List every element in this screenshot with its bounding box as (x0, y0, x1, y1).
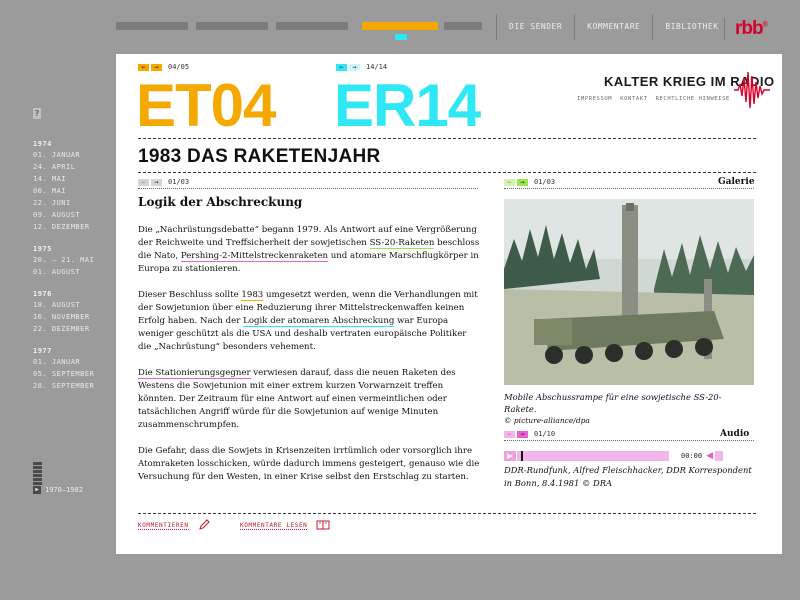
timeline-group-1976 (33, 290, 94, 333)
article-heading: Logik der Abschreckung (138, 195, 303, 209)
link-ss20[interactable]: SS-20-Raketen (369, 238, 435, 248)
prev-arrow-icon[interactable]: ← (138, 64, 149, 71)
read-comments-link[interactable]: KOMMENTARE LESEN (240, 522, 308, 529)
next-arrow-icon[interactable]: → (349, 64, 360, 71)
paragraph (138, 367, 480, 432)
gallery-photo[interactable] (504, 199, 754, 385)
timeline-sidebar (33, 140, 94, 404)
audio-counter: 01/10 (534, 430, 556, 438)
audio-time: 00:00 (681, 452, 703, 460)
link-abschreckung[interactable]: Logik der atomaren Abschreckung (243, 316, 395, 326)
timeline-item[interactable]: 09. AUGUST (33, 211, 81, 219)
code2-nav (336, 63, 387, 71)
text: verwiesen darauf, dass die neuen Raketen des Westens die Sowjetunion mit einer extrem kurzen Vorwarnzeit treffen könnten. Der Zeitraum für eine Antwort auf einen vermeintlichen oder tatsächlichen Angriff würde für die Sowjetunion auf wenige Minuten zusammenschrumpfen. (138, 368, 456, 430)
decade-range-label: 1970–1982 (45, 486, 83, 494)
timeline-item[interactable]: 16. NOVEMBER (33, 313, 90, 321)
timeline-item[interactable]: 01. JANUAR (33, 358, 81, 366)
current-section-marker (362, 22, 438, 30)
divider (504, 440, 754, 441)
timeline-item[interactable]: 01. AUGUST (33, 268, 81, 276)
divider (504, 188, 754, 189)
episode-code-primary: ET04 (136, 72, 276, 139)
gallery-counter: 01/03 (534, 178, 556, 186)
nav-die-sender[interactable]: DIE SENDER (496, 14, 574, 40)
timeline-year[interactable]: 1974 (33, 140, 52, 148)
prev-arrow-icon[interactable]: ← (504, 431, 515, 438)
text: war Europa weniger geschützt als die USA und deshalb vertraten europäische Politiker die „Nachrüstung“ besonders vehement. (138, 316, 467, 352)
decade-arrow-icon[interactable]: ▶ (33, 486, 41, 494)
volume-icon[interactable]: ◀ (706, 451, 713, 461)
caption-text: Mobile Abschussrampe für eine sowjetische SS-20-Rakete. (504, 392, 722, 414)
site-title[interactable]: KALTER KRIEG IM RADIO (604, 74, 775, 89)
code1-nav (138, 63, 189, 71)
timeline-item[interactable]: 01. JANUAR (33, 151, 81, 159)
prev-arrow-icon[interactable]: ← (138, 179, 149, 186)
text: Die „Nachrüstungsdebatte“ begann 1979. Als Antwort auf eine Vergrößerung der Reichweite und Treffsicherheit der sowjetischen (138, 225, 477, 248)
timeline-item[interactable]: 22. DEZEMBER (33, 325, 90, 333)
timeline-item[interactable]: 14. MAI (33, 175, 67, 183)
paragraph (138, 289, 480, 354)
decade-stack[interactable] (33, 462, 42, 486)
timeline-item[interactable]: 22. JUNI (33, 199, 71, 207)
rbb-logo[interactable] (724, 18, 767, 40)
gallery-pager (504, 178, 555, 186)
prev-arrow-icon[interactable]: ← (336, 64, 347, 71)
timeline-item[interactable]: 12. DEZEMBER (33, 223, 90, 231)
audio-label: Audio (720, 429, 750, 439)
timeline-item[interactable]: 05. SEPTEMBER (33, 370, 95, 378)
nav-block[interactable] (444, 22, 482, 30)
legal-link[interactable]: RECHTLICHE HINWEISE (655, 96, 730, 102)
volume-slider[interactable] (715, 451, 723, 461)
gallery-caption (504, 391, 754, 427)
gallery-label: Galerie (718, 177, 755, 187)
divider (138, 172, 756, 173)
nav-kommentare[interactable]: KOMMENTARE (574, 14, 652, 40)
episode-code-secondary: ER14 (334, 72, 481, 139)
play-icon[interactable]: ▶ (504, 451, 516, 461)
article-counter: 01/03 (168, 178, 190, 186)
content-card (116, 54, 782, 554)
nav-block[interactable] (276, 22, 348, 30)
timeline-item[interactable]: 06. MAI (33, 187, 67, 195)
prev-arrow-icon[interactable]: ← (504, 179, 515, 186)
audio-seek-thumb[interactable] (521, 451, 523, 461)
timeline-year[interactable]: 1975 (33, 245, 52, 253)
help-button[interactable]: ? (34, 109, 40, 118)
next-arrow-icon[interactable]: → (151, 179, 162, 186)
audio-player (504, 451, 754, 461)
nav-bibliothek[interactable]: BIBLIOTHEK (652, 14, 730, 40)
impressum-link[interactable]: IMPRESSUM (577, 96, 613, 102)
next-arrow-icon[interactable]: → (151, 64, 162, 71)
pencil-icon[interactable] (198, 519, 210, 531)
current-sub-marker (395, 34, 407, 40)
audio-caption: DDR-Rundfunk, Alfred Fleischhacker, DDR Korrespondent in Bonn, 8.4.1981 © DRA (504, 465, 752, 488)
next-arrow-icon[interactable]: → (517, 179, 528, 186)
nav-block[interactable] (116, 22, 188, 30)
timeline-item[interactable]: 18. AUGUST (33, 301, 81, 309)
article-pager (138, 178, 189, 186)
link-stationierungsgegner[interactable]: Die Stationierungsgegner (138, 368, 251, 378)
timeline-group-1977 (33, 347, 94, 390)
timeline-year[interactable]: 1976 (33, 290, 52, 298)
caption-credit: © picture-alliance/dpa (504, 416, 590, 425)
timeline-item[interactable]: 20. – 21. MAI (33, 256, 95, 264)
code1-counter: 04/05 (168, 63, 190, 71)
link-pershing[interactable]: Pershing-2-Mittelstreckenraketen (180, 251, 328, 261)
kontakt-link[interactable]: KONTAKT (620, 96, 648, 102)
top-progress-blocks (116, 22, 348, 30)
book-icon[interactable] (316, 519, 330, 531)
text: umgesetzt werden, wenn die Verhandlungen mit der Sowjetunion über eine Reduzierung ihrer Mittelstreckenwaffen keinen Erfolg haben. Nach der (138, 290, 478, 326)
timeline-group-1974 (33, 140, 94, 231)
paragraph: Die Gefahr, dass die Sowjets in Krisenzeiten irrtümlich oder vorsorglich ihre Atomraketen losschicken, würde dadurch immens gesteigert, genauso wie die Versuchung für den Westen, in einer Krise selbst den Erstschlag zu starten. (138, 446, 480, 482)
nav-block[interactable] (196, 22, 268, 30)
page-title: 1983 DAS RAKETENJAHR (138, 146, 381, 167)
decade-range[interactable] (33, 486, 83, 494)
next-arrow-icon[interactable]: → (517, 431, 528, 438)
link-1983[interactable]: 1983 (241, 290, 264, 300)
text: und atomare Marschflugkörper in Europa zu stationieren. (138, 251, 479, 274)
divider (138, 513, 756, 514)
article-body (138, 224, 480, 497)
rbb-logo-text: rbb (735, 18, 763, 39)
meta-links (577, 96, 730, 102)
text: beschloss die Nato, (138, 238, 480, 261)
timeline-group-1975 (33, 245, 94, 276)
timeline-year[interactable]: 1977 (33, 347, 52, 355)
audio-seek-bar[interactable] (517, 451, 669, 461)
registered-mark: ® (762, 21, 767, 29)
divider (138, 188, 478, 189)
top-navigation (496, 14, 731, 40)
comment-link[interactable]: KOMMENTIEREN (138, 522, 189, 529)
divider (138, 138, 756, 139)
code2-counter: 14/14 (366, 63, 388, 71)
radio-wave-icon (734, 70, 770, 110)
text: Dieser Beschluss sollte (138, 290, 242, 300)
timeline-item[interactable]: 28. SEPTEMBER (33, 382, 95, 390)
timeline-item[interactable]: 24. APRIL (33, 163, 76, 171)
audio-pager (504, 430, 555, 438)
paragraph (138, 224, 480, 276)
